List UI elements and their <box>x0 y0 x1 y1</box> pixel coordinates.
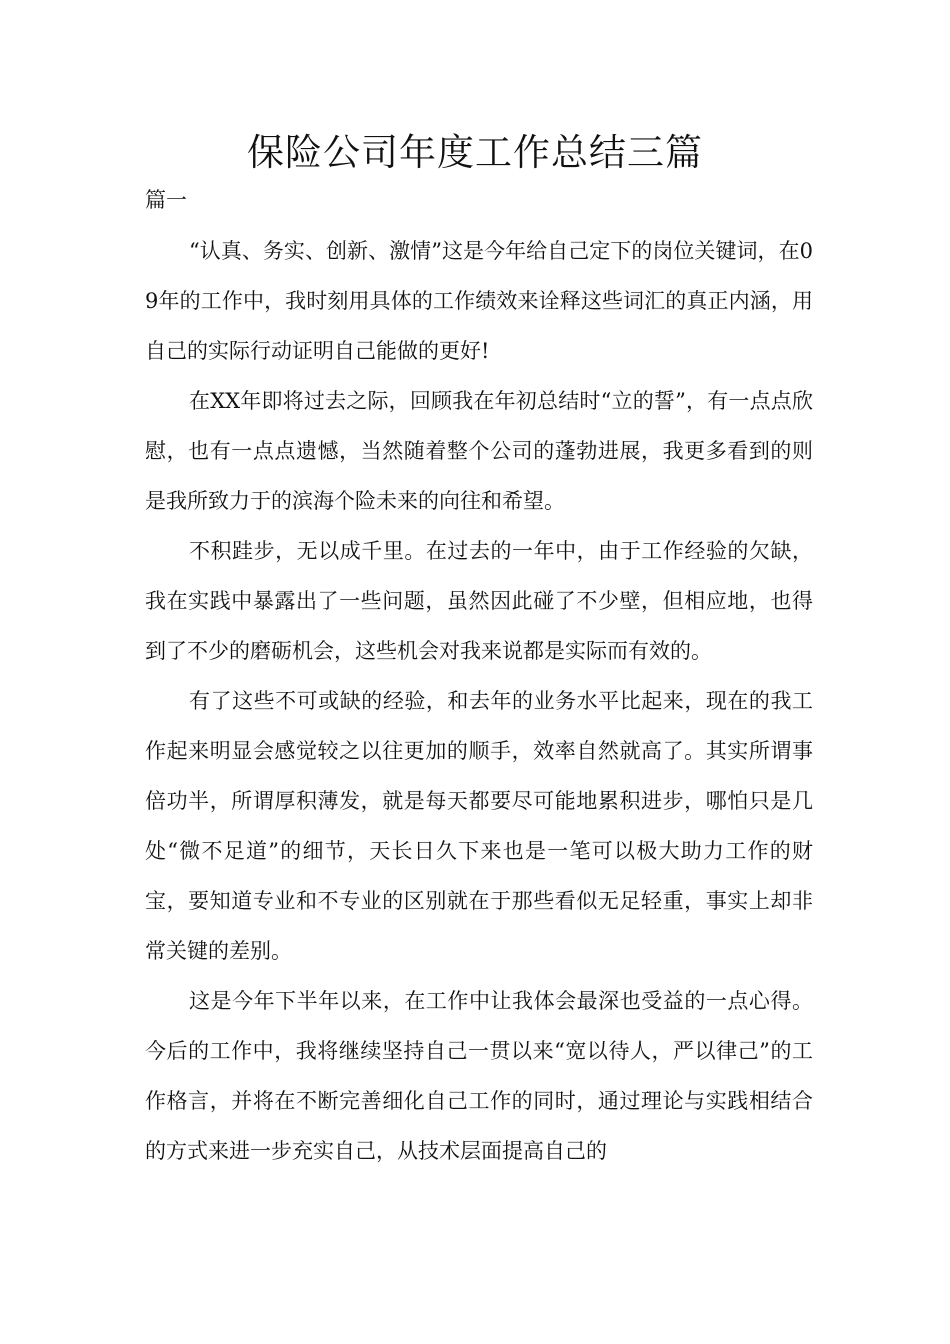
section-label: 篇一 <box>145 188 187 212</box>
paragraph-4: 有了这些不可或缺的经验，和去年的业务水平比起来，现在的我工作起来明显会感觉较之以往更加的顺手，效率自然就高了。其实所谓事倍功半，所谓厚积薄发，就是每天都要尽可能地累积进步，哪怕只是几处“微不足道”的细节，天长日久下来也是一笔可以极大助力工作的财宝，要知道专业和不专业的区别就在于那些看似无足轻重，事实上却非常关键的差别。 <box>145 689 813 963</box>
document-body <box>145 226 813 1176</box>
paragraph-2: 在XX年即将过去之际，回顾我在年初总结时“立的誓”，有一点点欣慰，也有一点点遗憾，当然随着整个公司的蓬勃进展，我更多看到的则是我所致力于的滨海个险未来的向往和希望。 <box>145 389 813 513</box>
paragraph-3: 不积跬步，无以成千里。在过去的一年中，由于工作经验的欠缺，我在实践中暴露出了一些问题，虽然因此碰了不少壁，但相应地，也得到了不少的磨砺机会，这些机会对我来说都是实际而有效的。 <box>145 539 813 663</box>
document-title: 保险公司年度工作总结三篇 <box>247 131 703 174</box>
paragraph-1: “认真、务实、创新、激情”这是今年给自己定下的岗位关键词，在09年的工作中，我时刻用具体的工作绩效来诠释这些词汇的真正内涵，用自己的实际行动证明自己能做的更好! <box>145 239 813 363</box>
paragraph-5: 这是今年下半年以来，在工作中让我体会最深也受益的一点心得。今后的工作中，我将继续坚持自己一贯以来“宽以待人，严以律己”的工作格言，并将在不断完善细化自己工作的同时，通过理论与实践相结合的方式来进一步充实自己，从技术层面提高自己的 <box>145 989 813 1163</box>
